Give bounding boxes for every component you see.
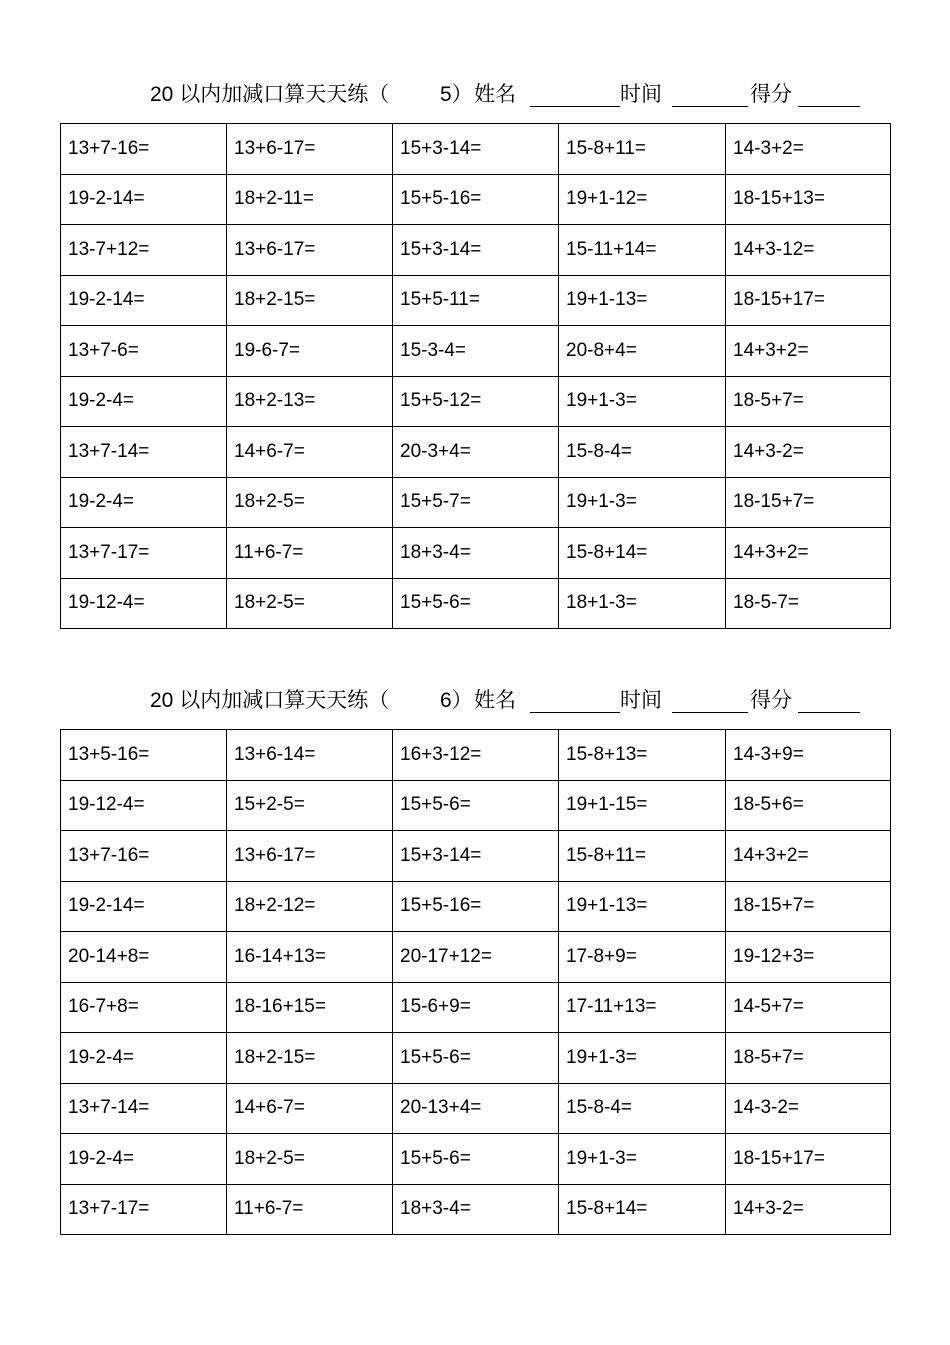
problem-cell: 18+2-15= [227, 1033, 393, 1084]
problem-row [61, 427, 891, 478]
problem-row [61, 881, 891, 932]
problem-cell: 15+5-16= [393, 881, 559, 932]
problem-cell: 19-2-4= [61, 376, 227, 427]
problem-cell: 20-17+12= [393, 932, 559, 983]
problem-cell: 14+3+2= [726, 831, 891, 882]
problem-cell: 15+5-11= [393, 275, 559, 326]
name-blank-line[interactable] [530, 106, 620, 107]
problem-cell: 14-5+7= [726, 982, 891, 1033]
problem-cell: 15-8-4= [559, 1083, 726, 1134]
problem-cell: 20-8+4= [559, 326, 726, 377]
problem-cell: 18-5+6= [726, 780, 891, 831]
problem-cell: 13+7-14= [61, 427, 227, 478]
problem-cell: 19+1-3= [559, 1033, 726, 1084]
problem-cell: 16-14+13= [227, 932, 393, 983]
problem-row [61, 376, 891, 427]
problem-cell: 13+6-17= [227, 831, 393, 882]
time-label: 时间 [620, 83, 662, 106]
problem-row [61, 275, 891, 326]
problem-cell: 15-8+14= [559, 1184, 726, 1235]
problem-cell: 19+1-12= [559, 174, 726, 225]
problem-cell: 15+5-7= [393, 477, 559, 528]
problem-row [61, 225, 891, 276]
problem-cell: 20-14+8= [61, 932, 227, 983]
problem-row [61, 578, 891, 629]
problem-cell: 14-3+2= [726, 124, 891, 175]
problem-cell: 13+7-16= [61, 124, 227, 175]
problem-cell: 15-6+9= [393, 982, 559, 1033]
problem-cell: 15+5-6= [393, 1033, 559, 1084]
problem-cell: 18+2-5= [227, 477, 393, 528]
problem-cell: 19+1-3= [559, 1134, 726, 1185]
name-label: 姓名 [474, 83, 516, 106]
problem-cell: 15-8-4= [559, 427, 726, 478]
worksheet-header [60, 78, 890, 112]
problem-cell: 18+3-4= [393, 528, 559, 579]
problem-cell: 13+7-17= [61, 528, 227, 579]
problem-cell: 13+7-17= [61, 1184, 227, 1235]
problem-cell: 13+6-17= [227, 124, 393, 175]
problem-cell: 15-8+14= [559, 528, 726, 579]
problem-row [61, 1134, 891, 1185]
problem-row [61, 831, 891, 882]
problem-row [61, 730, 891, 781]
problem-cell: 18+2-15= [227, 275, 393, 326]
problem-grid [60, 729, 891, 1235]
problem-cell: 14+6-7= [227, 427, 393, 478]
problem-cell: 18-15+17= [726, 1134, 891, 1185]
worksheet-5 [60, 78, 890, 629]
score-blank-line[interactable] [798, 712, 860, 713]
score-blank-line[interactable] [798, 106, 860, 107]
problem-cell: 18+2-12= [227, 881, 393, 932]
problem-cell: 13+7-14= [61, 1083, 227, 1134]
problem-cell: 14-3+9= [726, 730, 891, 781]
problem-cell: 13+7-6= [61, 326, 227, 377]
problem-cell: 18-5+7= [726, 376, 891, 427]
problem-cell: 19-2-14= [61, 881, 227, 932]
problem-cell: 13+5-16= [61, 730, 227, 781]
problem-row [61, 932, 891, 983]
problem-cell: 18-15+7= [726, 881, 891, 932]
problem-cell: 18-5+7= [726, 1033, 891, 1084]
problem-cell: 17-8+9= [559, 932, 726, 983]
problem-cell: 19-2-4= [61, 477, 227, 528]
score-label: 得分 [750, 83, 792, 106]
time-blank-line[interactable] [672, 712, 748, 713]
problem-cell: 14+3+2= [726, 326, 891, 377]
problem-cell: 15+5-6= [393, 780, 559, 831]
problem-cell: 19+1-3= [559, 477, 726, 528]
problem-cell: 15+5-16= [393, 174, 559, 225]
problem-row [61, 780, 891, 831]
problem-row [61, 1083, 891, 1134]
problem-cell: 15-8+13= [559, 730, 726, 781]
problem-cell: 18+2-5= [227, 578, 393, 629]
worksheet-6 [60, 684, 890, 1235]
problem-cell: 18-16+15= [227, 982, 393, 1033]
problem-row [61, 982, 891, 1033]
problem-cell: 18+1-3= [559, 578, 726, 629]
problem-cell: 19-6-7= [227, 326, 393, 377]
score-label: 得分 [750, 689, 792, 712]
problem-cell: 15+3-14= [393, 225, 559, 276]
problem-cell: 18-15+17= [726, 275, 891, 326]
problem-cell: 15-3-4= [393, 326, 559, 377]
problem-cell: 16+3-12= [393, 730, 559, 781]
name-blank-line[interactable] [530, 712, 620, 713]
problem-cell: 15+3-14= [393, 831, 559, 882]
problem-cell: 14+3-12= [726, 225, 891, 276]
worksheet-number: 5） [440, 83, 473, 106]
problem-row [61, 528, 891, 579]
problem-cell: 20-3+4= [393, 427, 559, 478]
problem-cell: 13+6-17= [227, 225, 393, 276]
problem-cell: 19+1-3= [559, 376, 726, 427]
problem-cell: 19-2-14= [61, 174, 227, 225]
problem-row [61, 174, 891, 225]
problem-cell: 14-3-2= [726, 1083, 891, 1134]
problem-cell: 19+1-13= [559, 275, 726, 326]
problem-row [61, 124, 891, 175]
problem-cell: 15-8+11= [559, 124, 726, 175]
problem-cell: 14+3-2= [726, 1184, 891, 1235]
problem-cell: 13+6-14= [227, 730, 393, 781]
time-blank-line[interactable] [672, 106, 748, 107]
problem-cell: 19+1-13= [559, 881, 726, 932]
problem-cell: 11+6-7= [227, 528, 393, 579]
problem-row [61, 1184, 891, 1235]
name-label: 姓名 [474, 689, 516, 712]
problem-cell: 19-2-4= [61, 1033, 227, 1084]
problem-cell: 15+3-14= [393, 124, 559, 175]
problem-cell: 15-11+14= [559, 225, 726, 276]
worksheet-title: 20 以内加减口算天天练（ [150, 689, 390, 712]
problem-cell: 15+2-5= [227, 780, 393, 831]
problem-cell: 18+2-11= [227, 174, 393, 225]
problem-cell: 15+5-12= [393, 376, 559, 427]
problem-cell: 18+2-13= [227, 376, 393, 427]
problem-cell: 16-7+8= [61, 982, 227, 1033]
problem-cell: 11+6-7= [227, 1184, 393, 1235]
problem-row [61, 326, 891, 377]
problem-cell: 18-15+7= [726, 477, 891, 528]
problem-cell: 14+6-7= [227, 1083, 393, 1134]
problem-grid [60, 123, 891, 629]
worksheet-number: 6） [440, 689, 473, 712]
worksheet-header [60, 684, 890, 718]
problem-cell: 13-7+12= [61, 225, 227, 276]
problem-cell: 17-11+13= [559, 982, 726, 1033]
problem-cell: 15+5-6= [393, 578, 559, 629]
problem-cell: 19+1-15= [559, 780, 726, 831]
worksheet-title: 20 以内加减口算天天练（ [150, 83, 390, 106]
problem-cell: 18+2-5= [227, 1134, 393, 1185]
problem-cell: 15-8+11= [559, 831, 726, 882]
problem-cell: 19-12+3= [726, 932, 891, 983]
problem-cell: 15+5-6= [393, 1134, 559, 1185]
problem-cell: 18-5-7= [726, 578, 891, 629]
problem-cell: 19-12-4= [61, 578, 227, 629]
problem-cell: 18+3-4= [393, 1184, 559, 1235]
problem-cell: 19-12-4= [61, 780, 227, 831]
problem-cell: 14+3+2= [726, 528, 891, 579]
problem-cell: 18-15+13= [726, 174, 891, 225]
time-label: 时间 [620, 689, 662, 712]
problem-row [61, 477, 891, 528]
problem-cell: 14+3-2= [726, 427, 891, 478]
problem-cell: 19-2-14= [61, 275, 227, 326]
problem-cell: 20-13+4= [393, 1083, 559, 1134]
problem-row [61, 1033, 891, 1084]
problem-cell: 13+7-16= [61, 831, 227, 882]
problem-cell: 19-2-4= [61, 1134, 227, 1185]
